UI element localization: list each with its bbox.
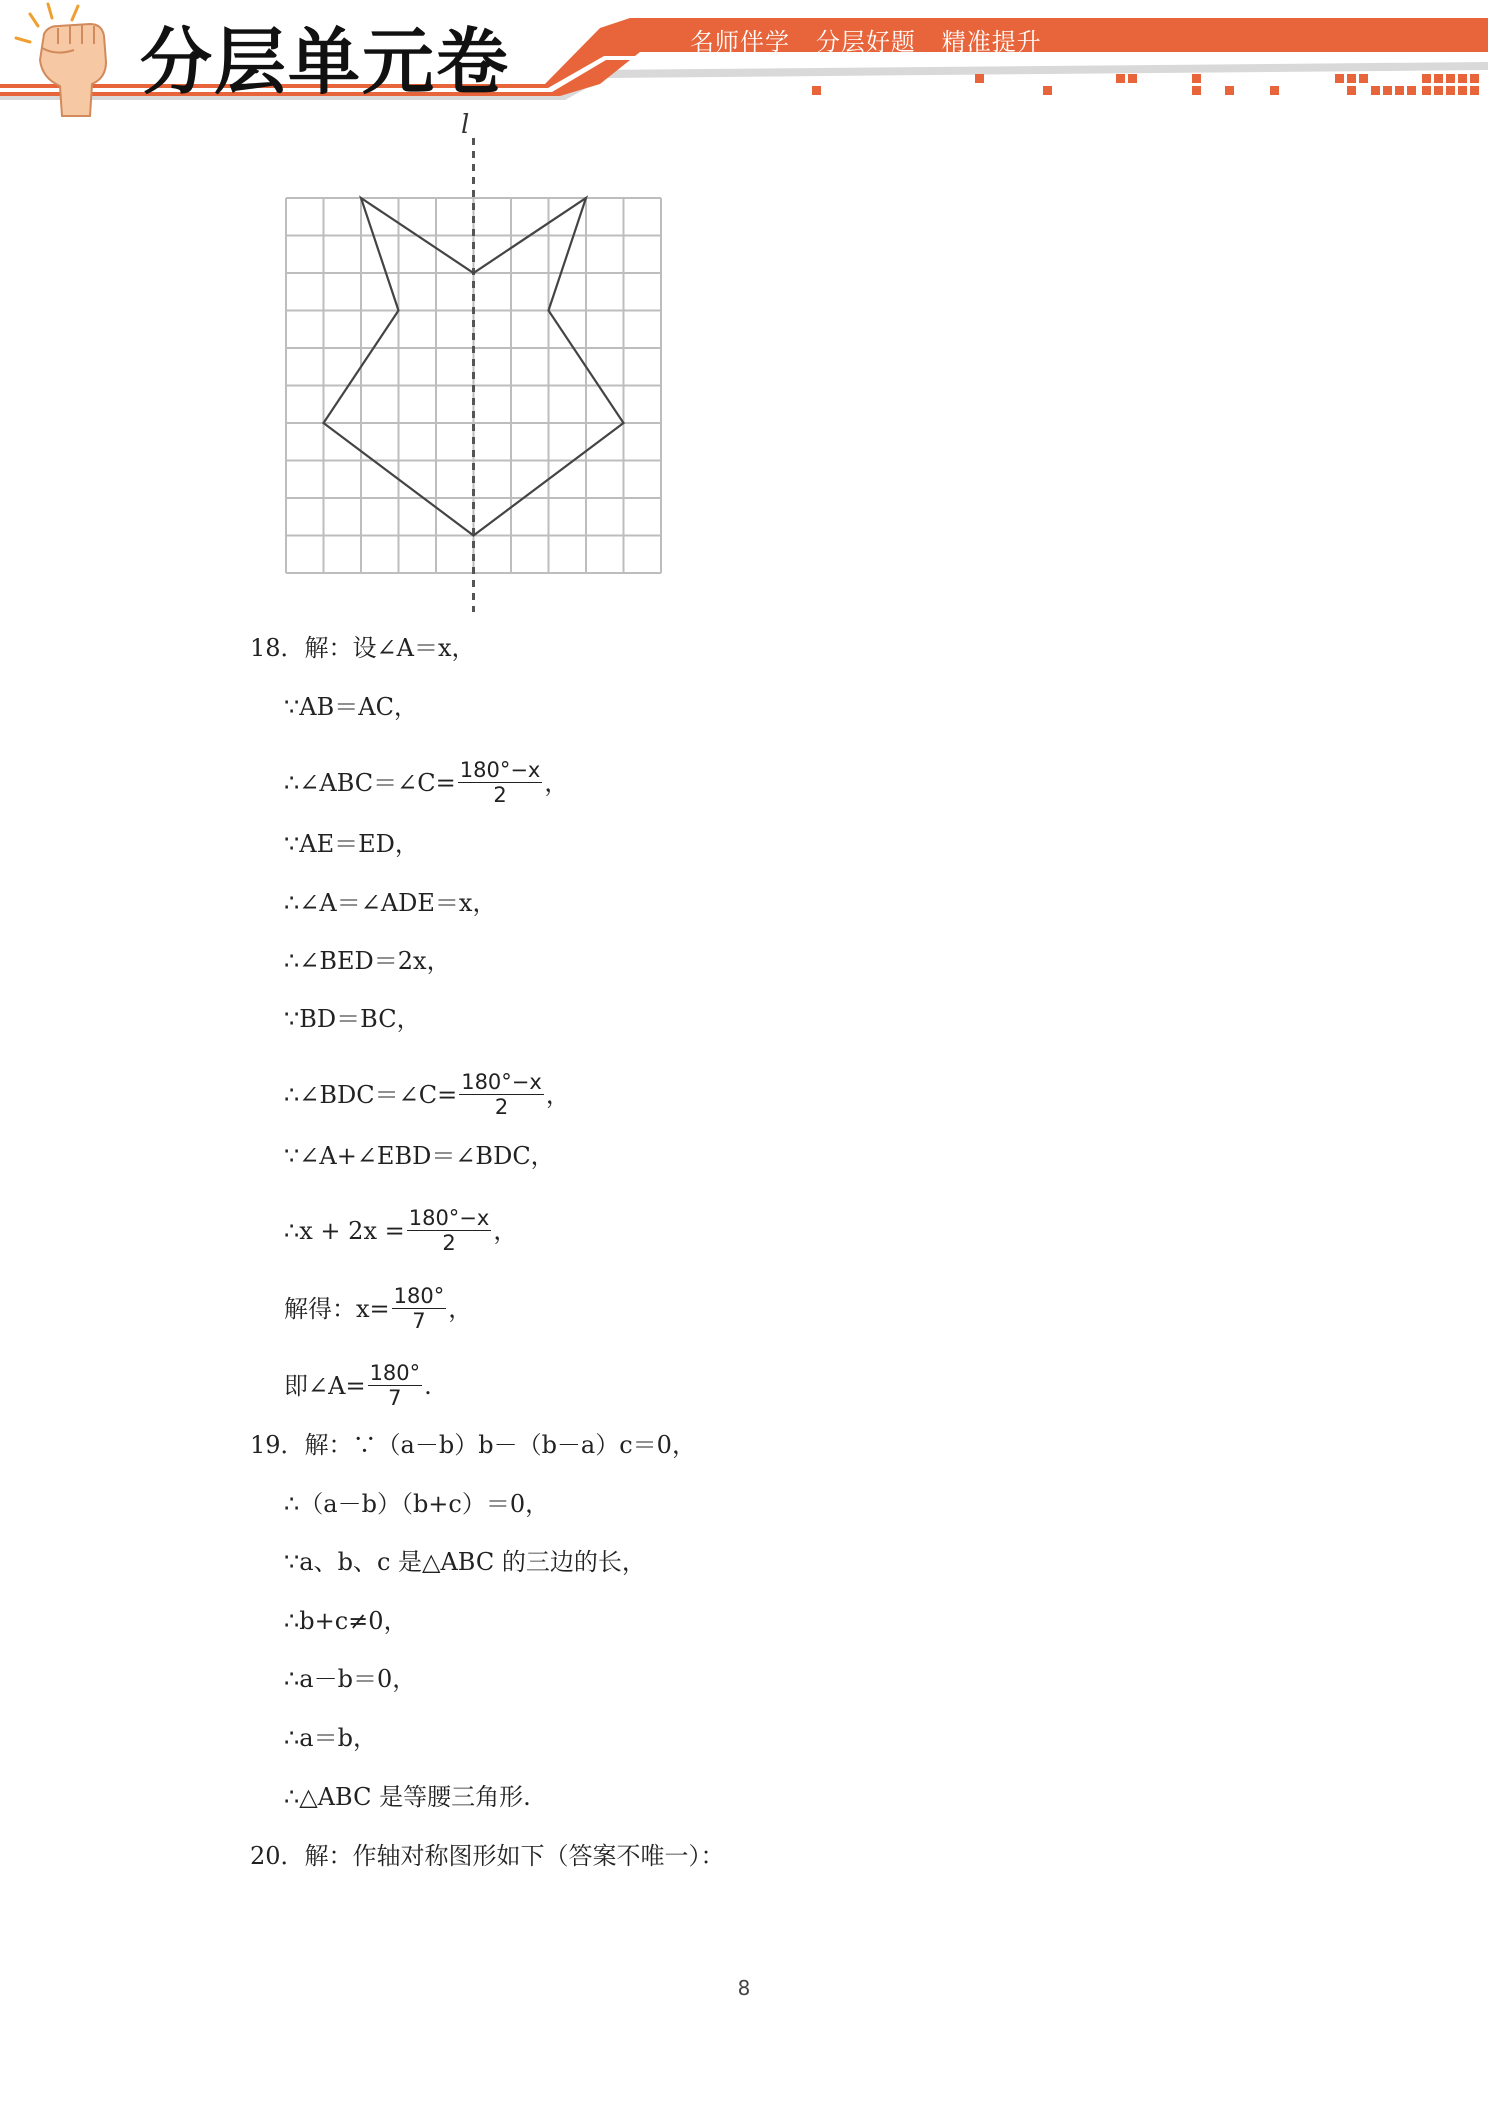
q19-line-7: ∴△ABC 是等腰三角形. [284, 1783, 531, 1811]
grid-figure [270, 112, 690, 612]
q19-line-1: 19．解：∵（a－b）b－（b－a）c＝0， [250, 1431, 696, 1459]
q19-line-6: ∴a＝b， [284, 1724, 377, 1752]
q18-line-11-text: 解得：x= [284, 1294, 390, 1323]
fraction [368, 1361, 423, 1410]
fraction-numerator: 180°−x [408, 1206, 490, 1230]
fraction-denominator: 7 [388, 1386, 402, 1410]
q19-line-4: ∴b+c≠0， [284, 1607, 408, 1635]
q18-line-6: ∴∠BED＝2x， [284, 947, 451, 975]
q18-line-9: ∵∠A+∠EBD＝∠BDC， [284, 1142, 555, 1170]
q18-line-8-text: ∴∠BDC＝∠C= [284, 1080, 458, 1109]
header-slogan: 名师伴学 分层好题 精准提升 [690, 28, 1042, 56]
q18-line-5: ∴∠A＝∠ADE＝x， [284, 889, 497, 917]
fraction-denominator: 2 [494, 1095, 509, 1119]
q18-line-4: ∵AE＝ED， [284, 830, 419, 858]
page-header [0, 0, 1488, 120]
q19-line-3: ∵a、b、c 是△ABC 的三边的长， [284, 1548, 646, 1576]
q18-line-10 [284, 1206, 517, 1255]
q18-line-8 [284, 1070, 570, 1119]
q18-line-11 [284, 1284, 472, 1333]
fraction-denominator: 2 [442, 1231, 456, 1255]
q18-line-3-text: ∴∠ABC＝∠C= [284, 768, 456, 797]
q18-line-10-text: ∴x + 2x = [284, 1216, 405, 1245]
punctuation: ， [448, 1294, 473, 1323]
fraction-numerator: 180°−x [461, 1070, 542, 1094]
q18-line-12 [284, 1361, 432, 1410]
q18-line-7: ∵BD＝BC， [284, 1005, 421, 1033]
raised-fist-icon [8, 0, 128, 118]
q18-line-1: 18．解：设∠A＝x， [250, 634, 476, 662]
fraction [458, 758, 543, 807]
symmetry-axis-label: l [461, 110, 470, 140]
fraction-numerator: 180° [393, 1284, 445, 1308]
q19-line-5: ∴a－b＝0， [284, 1665, 417, 1693]
fraction-numerator: 180°−x [459, 758, 541, 782]
fraction-denominator: 2 [493, 783, 507, 807]
q20-line-1: 20．解：作轴对称图形如下（答案不唯一）： [250, 1842, 725, 1870]
fraction-denominator: 7 [412, 1309, 426, 1333]
q18-line-12-text: 即∠A= [284, 1371, 366, 1400]
fraction-numerator: 180° [369, 1361, 421, 1385]
fraction [407, 1206, 492, 1255]
q18-line-2: ∵AB＝AC， [284, 693, 418, 721]
fraction [459, 1070, 544, 1119]
fraction [392, 1284, 447, 1333]
punctuation: . [424, 1371, 432, 1400]
punctuation: ， [544, 768, 569, 797]
q19-line-2: ∴（a－b）（b+c）＝0， [284, 1490, 550, 1518]
punctuation: ， [545, 1080, 570, 1109]
page-number: 8 [737, 1976, 751, 2000]
header-title: 分层单元卷 [140, 20, 511, 104]
q18-line-3 [284, 758, 568, 807]
punctuation: ， [493, 1216, 518, 1245]
